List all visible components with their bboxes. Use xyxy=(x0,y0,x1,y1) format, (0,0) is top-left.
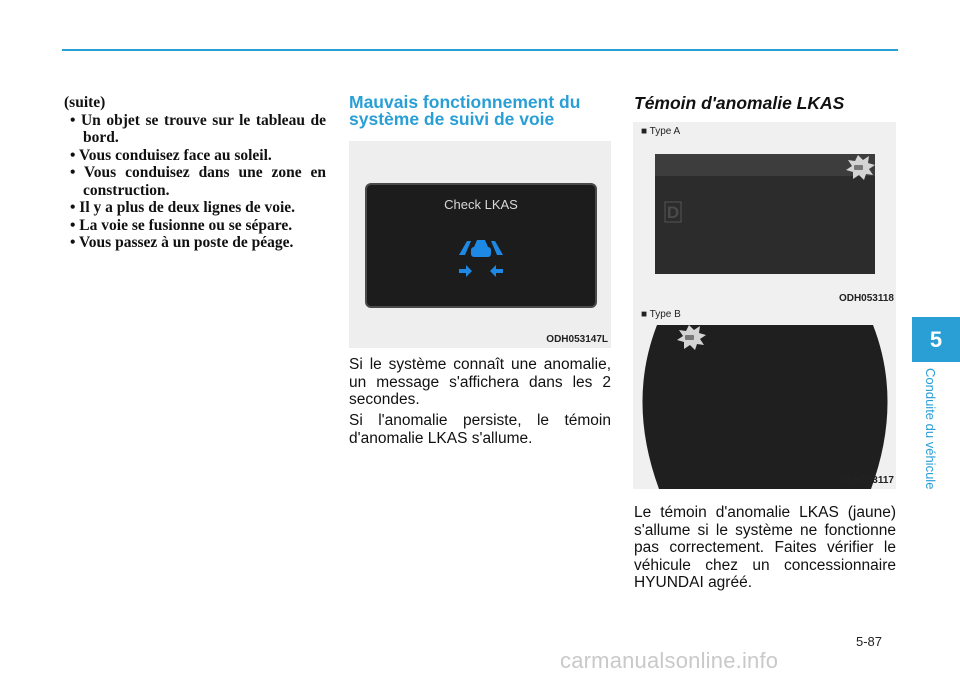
bullet-item: • Un objet se trouve sur le tableau de bord. xyxy=(70,111,326,146)
gear-letter: D xyxy=(666,203,680,222)
figure-code: ODH053117 xyxy=(838,475,894,486)
figure-code: ODH053118 xyxy=(838,293,894,304)
check-lkas-text: Check LKAS xyxy=(444,197,518,212)
top-rule xyxy=(62,49,898,51)
figure-code: ODH053147L xyxy=(546,334,608,345)
paragraph: Si le système connaît une anomalie, un message s'affichera dans les 2 secondes. xyxy=(349,356,611,408)
bullet-item: • Vous passez à un poste de péage. xyxy=(70,234,294,251)
type-b-figure xyxy=(633,307,896,489)
left-column xyxy=(64,94,326,252)
lkas-message-figure xyxy=(349,141,611,348)
bullet-item: • Il y a plus de deux lignes de voie. xyxy=(70,199,296,216)
type-b-label: ■ Type B xyxy=(641,309,681,320)
cluster-screen-illustration xyxy=(349,141,611,348)
bullet-item: • Vous conduisez dans une zone en construction. xyxy=(70,164,326,199)
chapter-tab: 5 xyxy=(912,317,960,362)
indicator-heading: Témoin d'anomalie LKAS xyxy=(634,93,845,113)
watermark: carmanualsonline.info xyxy=(560,648,779,673)
type-a-figure xyxy=(633,122,896,307)
paragraph: Si l'anomalie persiste, le témoin d'anomalie LKAS s'allume. xyxy=(349,412,611,447)
section-heading: Mauvais fonctionnement du système de suivi de voie xyxy=(349,92,581,129)
page-number: 5-87 xyxy=(856,634,883,649)
continued-label: (suite) xyxy=(64,94,106,111)
bullet-item: • Vous conduisez face au soleil. xyxy=(70,146,272,164)
type-b-cluster-illustration xyxy=(633,307,896,489)
chapter-label: Conduite du véhicule xyxy=(923,368,938,490)
bullet-item: • La voie se fusionne ou se sépare. xyxy=(70,216,293,234)
type-a-cluster-illustration xyxy=(633,122,896,307)
paragraph: Le témoin d'anomalie LKAS (jaune) s'allume si le système ne fonctionne pas correctement. Faites vérifier le véhicule chez un concessionnaire HYUNDAI agréé. xyxy=(634,504,896,591)
type-a-label: ■ Type A xyxy=(641,126,681,137)
